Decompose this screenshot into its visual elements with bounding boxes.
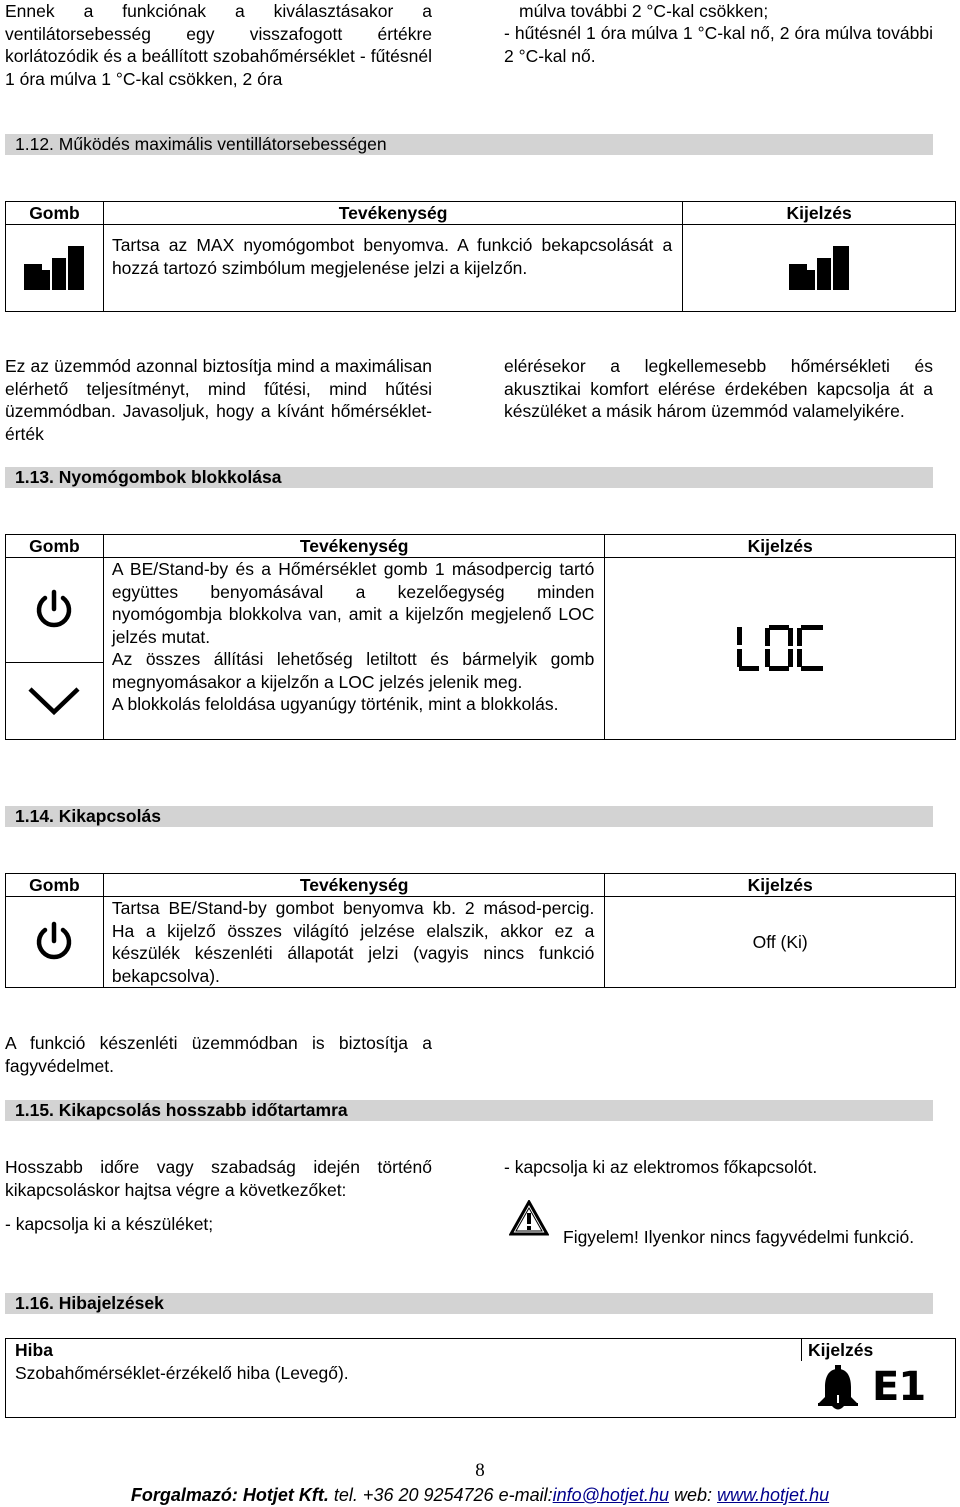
col-header-button: Gomb	[6, 535, 104, 558]
standby-frost-note: A funkció készenléti üzemmódban is biztosítja a fagyvédelmet.	[5, 1033, 432, 1076]
section-1-14-heading: 1.14. Kikapcsolás	[5, 806, 933, 827]
power-icon	[34, 589, 74, 631]
col-header-display: Kijelzés	[605, 535, 956, 558]
lock-display-cell	[605, 558, 956, 740]
page-number: 8	[475, 1460, 485, 1481]
top-right-line2: - hűtésnél 1 óra múlva 1 °C-kal nő, 2 óra múlva további 2 °C-kal nő.	[504, 23, 933, 66]
col-header-display: Kijelzés	[605, 874, 956, 897]
loc-display-text	[735, 625, 825, 671]
top-right-line1: múlva további 2 °C-kal csökken;	[519, 1, 769, 21]
chevron-down-icon	[27, 685, 81, 717]
longterm-left-1: Hosszabb időre vagy szabadság idején történő kikapcsoláskor hajtsa végre a következőket:	[5, 1157, 432, 1200]
bell-icon	[816, 1365, 860, 1411]
footer-tel: tel. +36 20 9254726	[333, 1485, 494, 1505]
lock-paragraph-1: A BE/Stand-by és a Hőmérséklet gomb 1 másodpercig tartó együttes benyomásával a kezelőegység minden nyomógombja blokkolva van, amit a kijelzőn megjelenő LOC jelzés mutat.	[111, 559, 595, 647]
lock-paragraph-3: A blokkolás feloldása ugyanúgy történik, mint a blokkolás.	[111, 694, 559, 714]
footer-email-link[interactable]: info@hotjet.hu	[552, 1485, 669, 1505]
top-left-paragraph: Ennek a funkciónak a kiválasztásakor a ventilátorsebesség egy visszafogott értékre korlátozódik és a beállított szobahőmérséklet - fűtésnél 1 óra múlva 1 °C-kal csökken, 2 óra	[5, 1, 432, 89]
col-header-activity: Tevékenység	[103, 535, 604, 558]
footer-company: Forgalmazó: Hotjet Kft.	[130, 1485, 329, 1505]
footer-line	[0, 1484, 960, 1507]
error-table	[5, 1338, 956, 1418]
warning-text: Figyelem! Ilyenkor nincs fagyvédelmi funkció.	[563, 1227, 915, 1247]
lock-activity-cell	[103, 558, 604, 740]
lock-table	[5, 534, 956, 740]
footer-web-link[interactable]: www.hotjet.hu	[717, 1485, 830, 1505]
footer-email-label: e-mail:	[498, 1485, 553, 1505]
error-col-header-error: Hiba	[15, 1340, 53, 1360]
down-button-cell	[6, 663, 104, 740]
lock-paragraph-2: Az összes állítási lehetőség letiltott és bármelyik gomb megnyomásakor a kijelzőn a LOC jelzés jelenik meg.	[111, 649, 595, 692]
warning-icon	[509, 1200, 549, 1236]
off-table	[5, 873, 956, 988]
error-col-divider	[801, 1339, 802, 1361]
off-activity-cell	[103, 897, 604, 988]
col-header-activity: Tevékenység	[103, 874, 604, 897]
mid-right-paragraph: elérésekor a legkellemesebb hőmérsékleti és akusztikai komfort elérése érdekében kapcsolja át a készüléket a másik három üzemmód valamelyikére.	[504, 356, 933, 421]
power-button-cell	[6, 558, 104, 663]
max-fan-display-icon	[789, 246, 849, 290]
max-activity-cell	[103, 225, 682, 312]
col-header-display: Kijelzés	[683, 202, 956, 225]
off-display-cell	[605, 897, 956, 988]
col-header-button: Gomb	[6, 202, 104, 225]
mid-left-paragraph: Ez az üzemmód azonnal biztosítja mind a maximálisan elérhető teljesítményt, mind fűtési, mind hűtési üzemmódban. Javasoljuk, hogy a kívánt hőmérséklet-érték	[5, 356, 432, 444]
col-header-activity: Tevékenység	[103, 202, 682, 225]
off-display-text: Off (Ki)	[752, 931, 808, 952]
max-display-cell	[683, 225, 956, 312]
longterm-right-1: - kapcsolja ki az elektromos főkapcsolót.	[504, 1157, 818, 1177]
footer-web-label: web:	[673, 1485, 713, 1505]
max-fan-table	[5, 201, 956, 312]
error-row-text: Szobahőmérséklet-érzékelő hiba (Levegő).	[15, 1363, 349, 1383]
max-activity-text: Tartsa az MAX nyomógombot benyomva. A funkció bekapcsolását a hozzá tartozó szimbólum megjelenése jelzi a kijelzőn.	[111, 235, 673, 278]
section-1-13-heading: 1.13. Nyomógombok blokkolása	[5, 467, 933, 488]
max-button-cell	[6, 225, 104, 312]
section-1-16-heading: 1.16. Hibajelzések	[5, 1293, 933, 1314]
section-1-12-heading: 1.12. Működés maximális ventillátorsebességen	[5, 134, 933, 155]
off-power-cell	[6, 897, 104, 988]
section-1-15-heading: 1.15. Kikapcsolás hosszabb időtartamra	[5, 1100, 933, 1121]
error-code-e1: E1	[872, 1364, 926, 1410]
error-display	[816, 1365, 936, 1413]
col-header-button: Gomb	[6, 874, 104, 897]
max-fan-icon	[24, 246, 84, 290]
off-activity-text: Tartsa BE/Stand-by gombot benyomva kb. 2 másod-percig. Ha a kijelző összes világító jelzése elalszik, akkor ez a készülék készenléti állapotát jelzi (vagyis nincs funkció bekapcsolva).	[111, 898, 595, 986]
error-col-header-display: Kijelzés	[808, 1340, 874, 1360]
power-icon	[34, 921, 74, 963]
longterm-left-2: - kapcsolja ki a készüléket;	[5, 1214, 214, 1234]
